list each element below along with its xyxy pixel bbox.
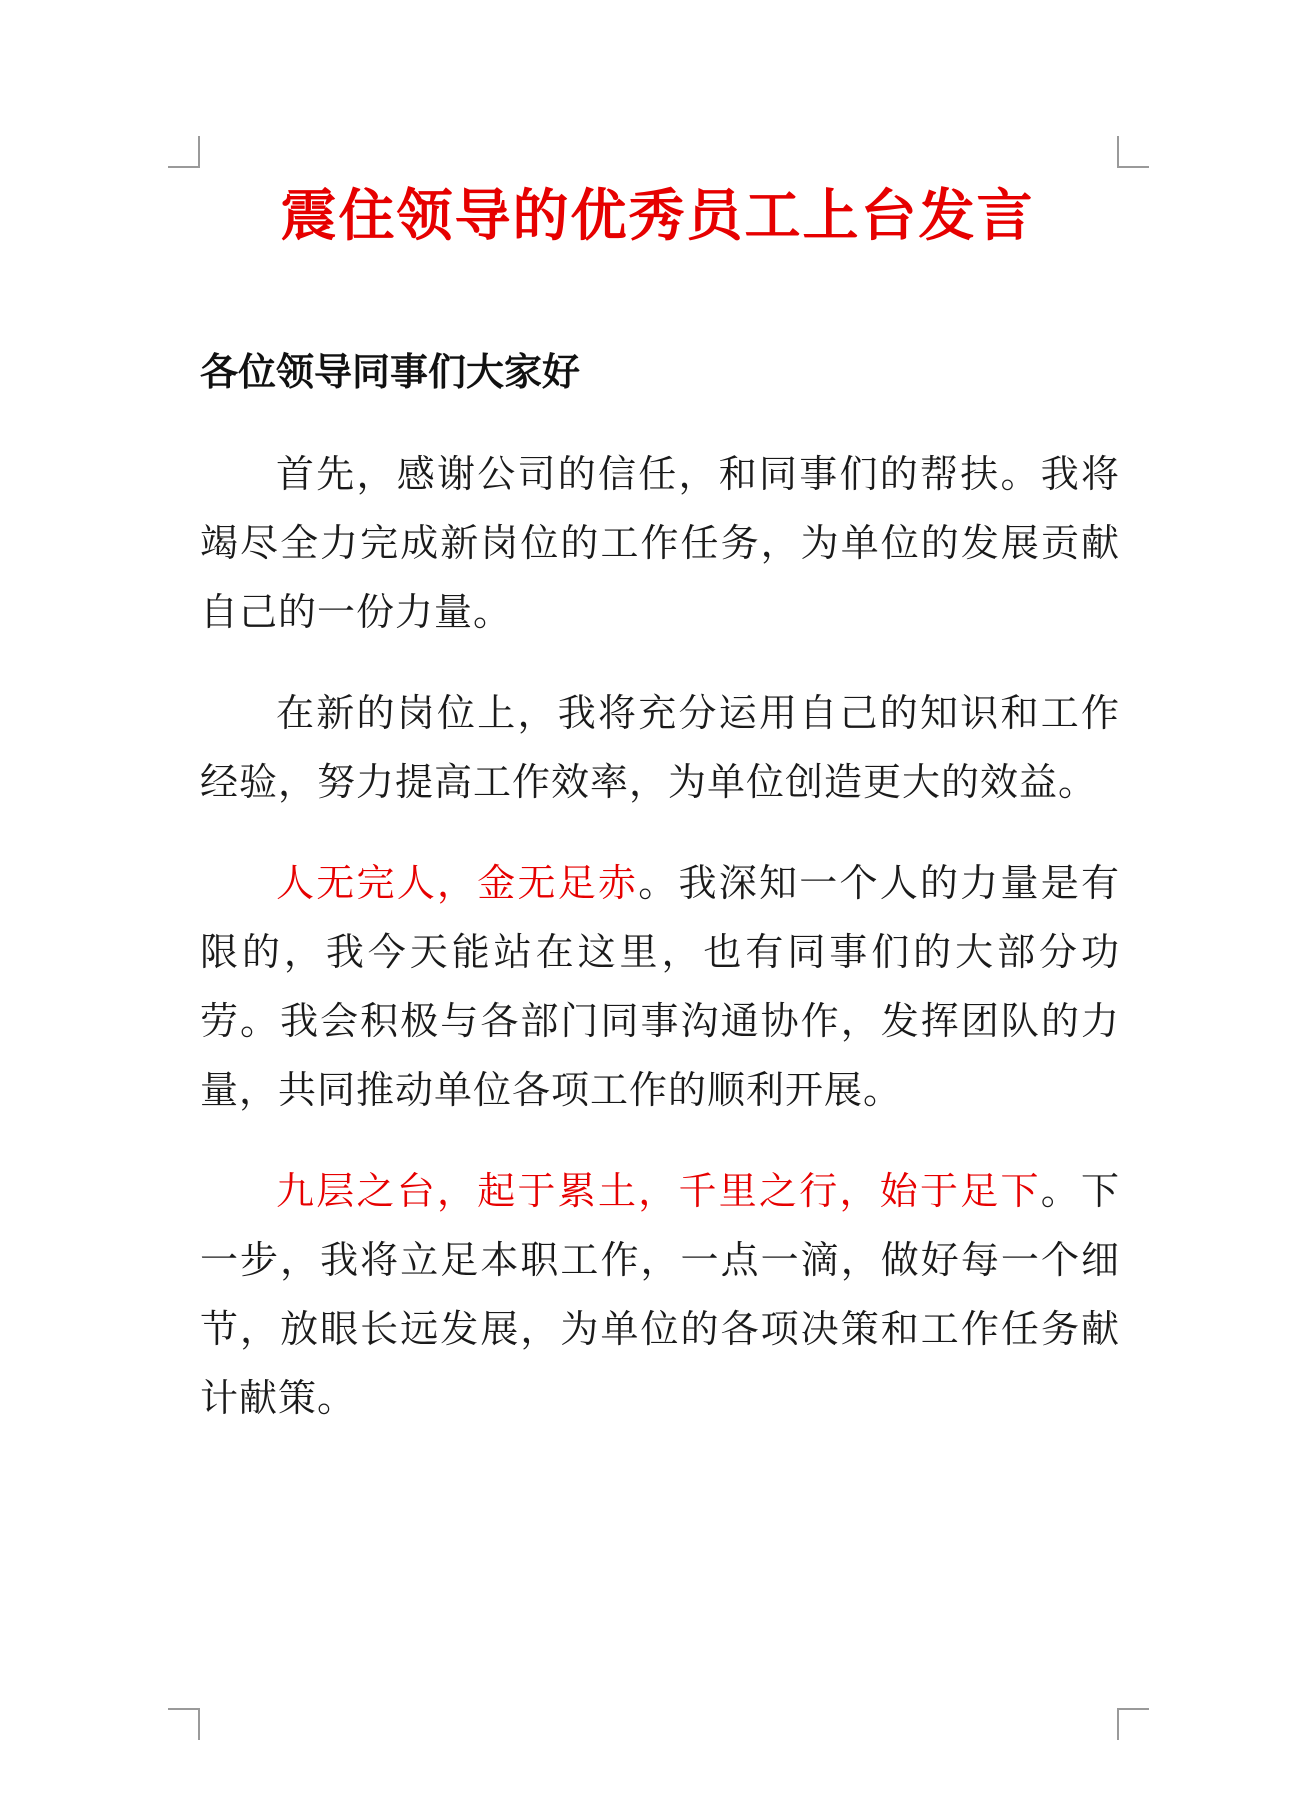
page-corner-mark-bottom-left [168, 1708, 200, 1740]
paragraph-2 [200, 679, 1120, 817]
paragraph-highlight: 九层之台，起于累土，千里之行，始于足下 [276, 1169, 1041, 1213]
paragraph-3 [200, 849, 1120, 1125]
page-corner-mark-top-left [168, 136, 200, 168]
paragraph-1 [200, 440, 1120, 647]
document-title: 震住领导的优秀员工上台发言 [280, 183, 1035, 249]
page-corner-mark-bottom-right [1117, 1708, 1149, 1740]
paragraph-4 [200, 1157, 1120, 1433]
paragraph-text: 在新的岗位上，我将充分运用自己的知识和工作经验，努力提高工作效率，为单位创造更大的效益。 [200, 691, 1120, 804]
document-body [200, 340, 1120, 1465]
paragraph-text: 首先，感谢公司的信任，和同事们的帮扶。我将竭尽全力完成新岗位的工作任务，为单位的发展贡献自己的一份力量。 [200, 452, 1120, 634]
paragraph-highlight: 人无完人，金无足赤 [276, 861, 639, 905]
paragraph-text: 。我深知一个人的力量是有限的，我今天能站在这里，也有同事们的大部分功劳。我会积极与各部门同事沟通协作，发挥团队的力量，共同推动单位各项工作的顺利开展。 [200, 861, 1120, 1112]
greeting-line: 各位领导同事们大家好 [200, 349, 581, 394]
paragraph-text: 。下一步，我将立足本职工作，一点一滴，做好每一个细节，放眼长远发展，为单位的各项决策和工作任务献计献策。 [200, 1169, 1120, 1420]
page-corner-mark-top-right [1117, 136, 1149, 168]
